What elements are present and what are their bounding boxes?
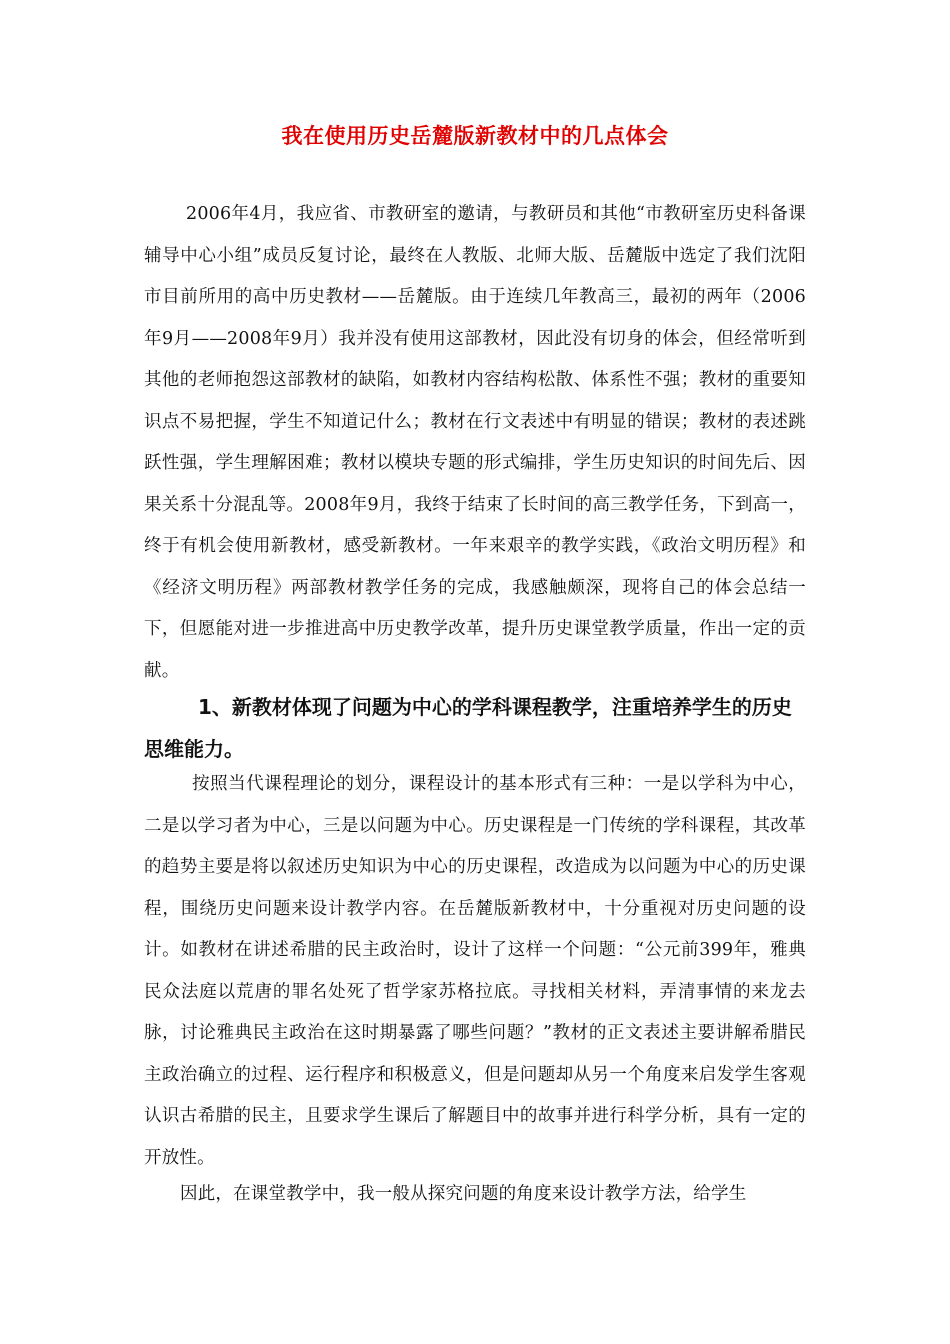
paragraph-intro: 2006年4月，我应省、市教研室的邀请，与教研员和其他“市教研室历史科备课辅导中心小组”成员反复讨论，最终在人教版、北师大版、岳麓版中选定了我们沈阳市目前所用的高中历史教材——岳麓版。由于连续几年教高三，最初的两年（2006年9月——2008年9月）我并没有使用这部教材，因此没有切身的体会，但经常听到其他的老师抱怨这部教材的缺陷，如教材内容结构松散、体系性不强；教材的重要知识点不易把握，学生不知道记什么；教材在行文表述中有明显的错误；教材的表述跳跃性强，学生理解困难；教材以模块专题的形式编排，学生历史知识的时间先后、因果关系十分混乱等。2008年9月，我终于结束了长时间的高三教学任务，下到高一，终于有机会使用新教材，感受新教材。一年来艰辛的教学实践，《政治文明历程》和《经济文明历程》两部教材教学任务的完成，我感触颇深，现将自己的体会总结一下，但愿能对进一步推进高中历史教学改革，提升历史课堂教学质量，作出一定的贡献。 bbox=[144, 204, 806, 681]
paragraph-section-1: 按照当代课程理论的划分，课程设计的基本形式有三种：一是以学科为中心，二是以学习者为中心，三是以问题为中心。历史课程是一门传统的学科课程，其改革的趋势主要是将以叙述历史知识为中心的历史课程，改造成为以问题为中心的历史课程，围绕历史问题来设计教学内容。在岳麓版新教材中，十分重视对历史问题的设计。如教材在讲述希腊的民主政治时，设计了这样一个问题：“公元前399年，雅典民众法庭以荒唐的罪名处死了哲学家苏格拉底。寻找相关材料，弄清事情的来龙去脉，讨论雅典民主政治在这时期暴露了哪些问题？”教材的正文表述主要讲解希腊民主政治确立的过程、运行程序和积极意义，但是问题却从另一个角度来启发学生客观认识古希腊的民主，且要求学生课后了解题目中的故事并进行科学分析，具有一定的开放性。 bbox=[144, 774, 806, 1168]
paragraph-continued: 因此，在课堂教学中，我一般从探究问题的角度来设计教学方法，给学生 bbox=[180, 1184, 747, 1204]
section-heading-1: 1、新教材体现了问题为中心的学科课程教学，注重培养学生的历史思维能力。 bbox=[144, 695, 792, 761]
document-title: 我在使用历史岳麓版新教材中的几点体会 bbox=[281, 123, 669, 148]
